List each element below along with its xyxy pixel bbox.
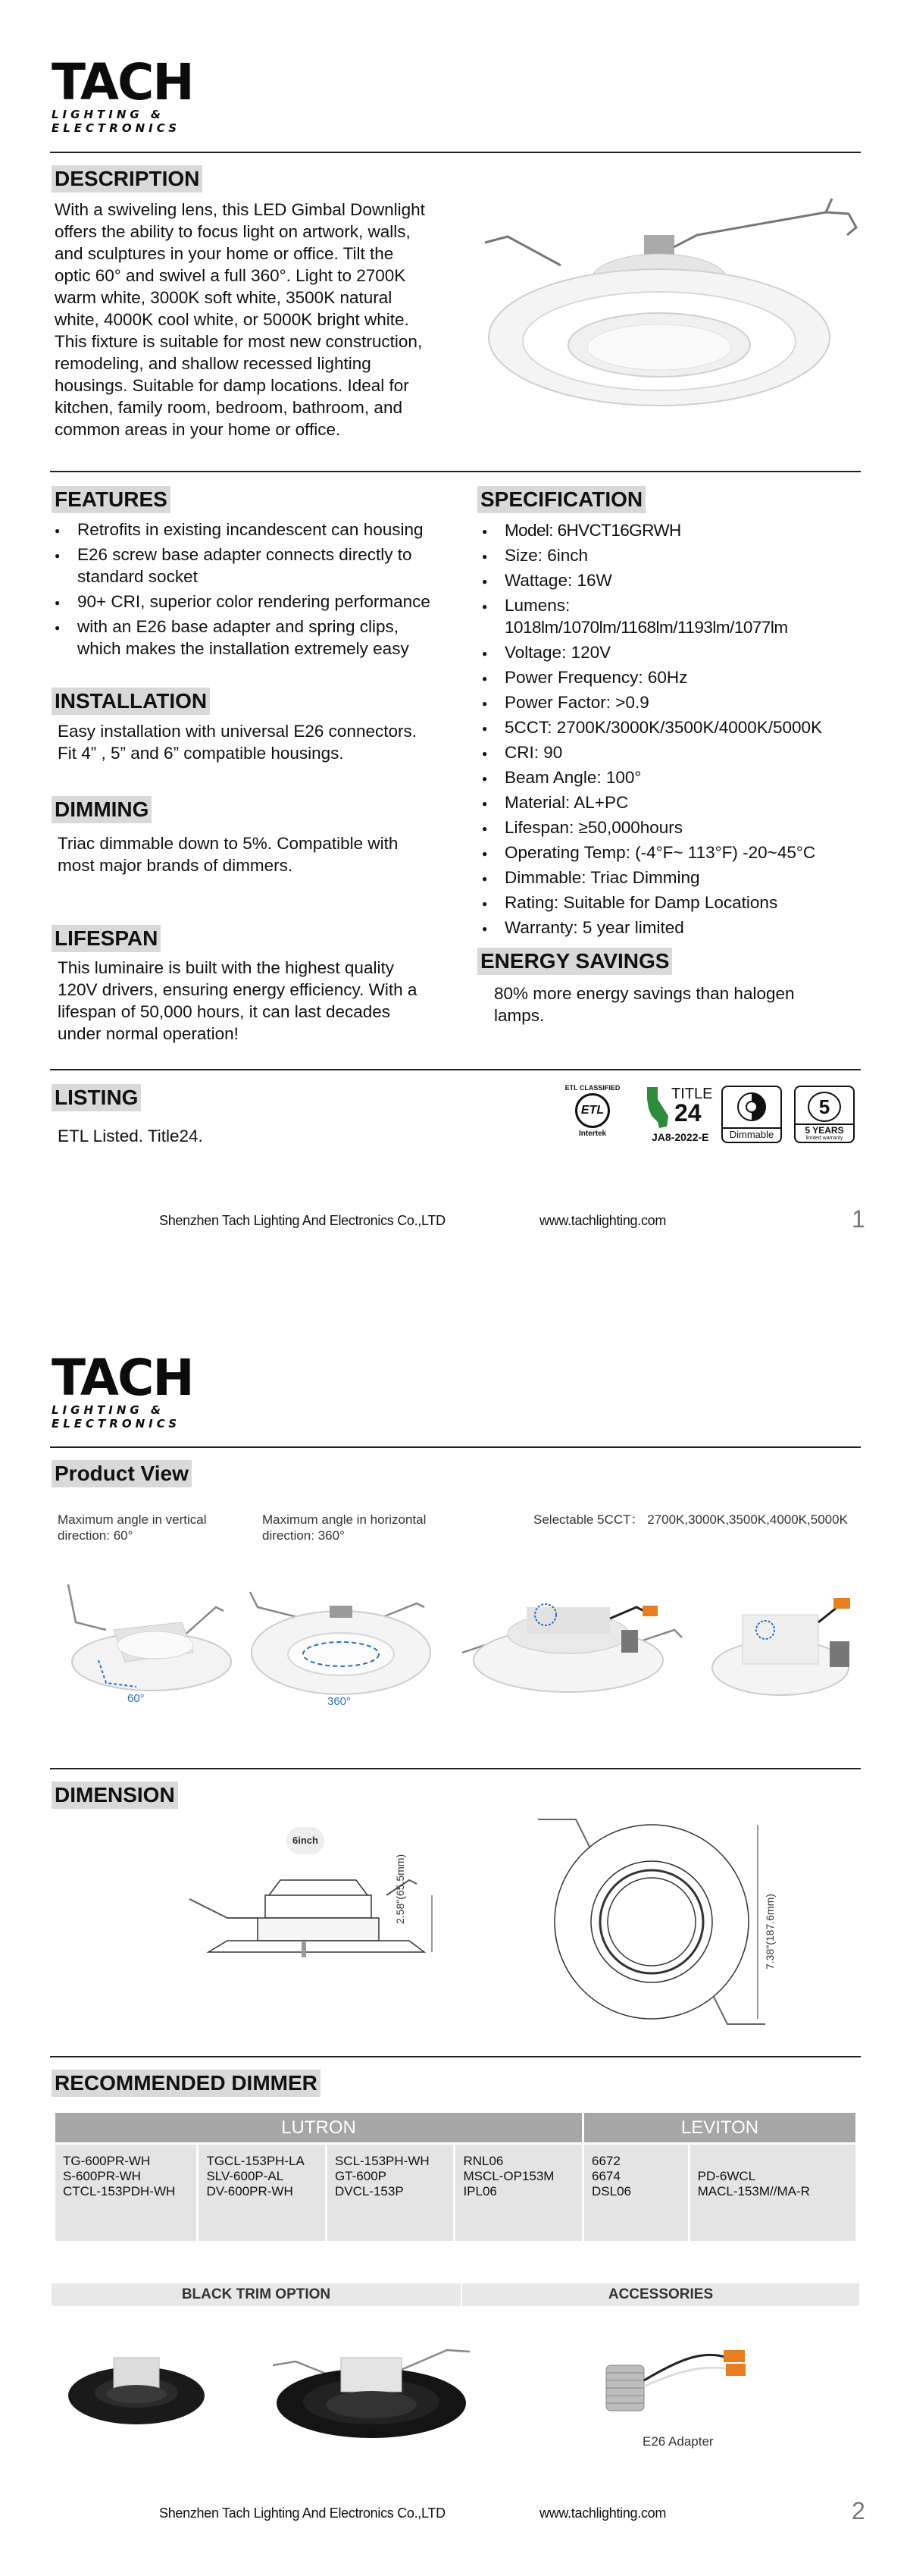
logo-wordmark: TACH <box>52 1349 193 1407</box>
caption-horizontal-angle: Maximum angle in horizontal direction: 360° <box>262 1512 427 1543</box>
lifespan-heading: LIFESPAN <box>52 925 161 952</box>
dimmable-badge: Dimmable <box>721 1086 782 1143</box>
list-item: ● with an E26 base adapter and spring clips, which makes the installation extremely easy <box>52 616 476 660</box>
product-image-cct-switch <box>455 1554 690 1706</box>
dimming-text: Triac dimmable down to 5%. Compatible with most major brands of dimmers. <box>58 834 399 875</box>
list-item: ● CRI: 90 <box>479 741 873 763</box>
list-item: ● Wattage: 16W <box>479 569 873 591</box>
dimmer-brand-lutron: LUTRON <box>55 2112 583 2144</box>
list-item: ● Power Factor: >0.9 <box>479 691 873 713</box>
dimension-heading: DIMENSION <box>52 1782 178 1809</box>
header-rule <box>50 1446 861 1448</box>
warranty-badge: 5 5 YEARS limited warranty <box>794 1086 855 1143</box>
logo-subtitle-1: LIGHTING & <box>52 108 164 121</box>
list-item: ● Power Frequency: 60Hz <box>479 666 873 688</box>
list-item: ● Lumens: 1018lm/1070lm/1168lm/1193lm/1077lm <box>479 594 873 638</box>
product-image-tilt <box>53 1577 242 1706</box>
list-item: ● Dimmable: Triac Dimming <box>479 867 873 888</box>
specification-heading: SPECIFICATION <box>477 486 646 513</box>
list-item: ● Retrofits in existing incandescent can housing <box>52 519 476 541</box>
size-badge: 6inch <box>286 1827 324 1854</box>
listing-heading: LISTING <box>52 1084 141 1111</box>
description-heading: DESCRIPTION <box>52 165 202 193</box>
features-heading: FEATURES <box>52 486 170 513</box>
product-image-gimbal <box>470 190 879 425</box>
dimming-heading: DIMMING <box>52 796 152 823</box>
dimension-top-drawing <box>523 1804 780 2039</box>
dimmer-cell: SCL-153PH-WH GT-600P DVCL-153P <box>326 2144 455 2242</box>
listing-rule <box>50 1069 861 1070</box>
list-item: ● Lifespan: ≥50,000hours <box>479 816 873 838</box>
list-item: ● Material: AL+PC <box>479 791 873 813</box>
dimmer-cell: PD-6WCL MACL-153M//MA-R <box>689 2144 856 2242</box>
description-text: With a swiveling lens, this LED Gimbal Downlight offers the ability to focus light on artwork, walls, and sculptures in your home or office. Tilt the optic 60° and swivel a full 360°. Light to 2700K warm white, 3000K soft white, 3500K natural white, 4000K cool white, or 5000K bright white. This fixture is suitable for most new construction, remodeling, and shallow recessed lighting housings. Suitable for damp locations. Ideal for kitchen, family room, bedroom, bathroom, and common areas in your home or office. <box>55 200 425 439</box>
etl-badge: ETL CLASSIFIED ETL Intertek <box>564 1084 621 1138</box>
page-number: 1 <box>852 1205 865 1233</box>
footer-url[interactable]: www.tachlighting.com <box>539 2505 667 2521</box>
product-view-heading: Product View <box>52 1460 192 1487</box>
installation-text: Easy installation with universal E26 connectors. Fit 4” , 5” and 6” compatible housings. <box>58 722 417 763</box>
list-item: ● Operating Temp: (-4°F~ 113°F) -20~45°C <box>479 841 873 863</box>
header-rule <box>50 152 861 153</box>
dimmer-cell: TG-600PR-WH S-600PR-WH CTCL-153PDH-WH <box>55 2144 198 2242</box>
footer-company: Shenzhen Tach Lighting And Electronics Co.,LTD <box>159 2505 446 2521</box>
dimmer-cell: RNL06 MSCL-OP153M IPL06 <box>455 2144 583 2242</box>
footer-url[interactable]: www.tachlighting.com <box>539 1213 667 1228</box>
caption-selectable-cct: Selectable 5CCT： 2700K,3000K,3500K,4000K,5000K <box>533 1512 848 1527</box>
title24-badge: TITLE 24 JA8-2022-E <box>641 1083 717 1148</box>
brand-logo <box>52 53 193 135</box>
black-trim-image-1 <box>61 2343 212 2433</box>
accessories-heading: ACCESSORIES <box>462 2283 859 2306</box>
dimension-rule <box>50 2056 861 2057</box>
e26-adapter-image <box>576 2327 765 2433</box>
list-item: ● E26 screw base adapter connects directly to standard socket <box>52 544 476 588</box>
list-item: ● Rating: Suitable for Damp Locations <box>479 892 873 914</box>
product-image-cct-side <box>705 1569 879 1706</box>
caption-vertical-angle: Maximum angle in vertical direction: 60° <box>58 1512 207 1543</box>
list-item: ● 90+ CRI, superior color rendering performance <box>52 591 476 613</box>
dimmer-brand-leviton: LEVITON <box>583 2112 857 2144</box>
black-trim-heading: BLACK TRIM OPTION <box>52 2283 461 2306</box>
lifespan-text: This luminaire is built with the highest quality 120V drivers, ensuring energy efficiency. With a lifespan of 50,000 hours, it can last decades under normal operation! <box>58 958 417 1043</box>
logo-subtitle-2: ELECTRONICS <box>52 1417 181 1431</box>
black-trim-image-2 <box>265 2320 477 2441</box>
specification-list <box>479 519 873 942</box>
angle-360-label: 360° <box>327 1695 352 1708</box>
logo-subtitle-1: LIGHTING & <box>52 1403 164 1417</box>
list-item: ● Voltage: 120V <box>479 641 873 663</box>
dimmer-table <box>53 2111 858 2243</box>
california-icon <box>646 1086 670 1130</box>
listing-text: ETL Listed. Title24. <box>58 1127 203 1145</box>
list-item: ● Warranty: 5 year limited <box>479 917 873 939</box>
product-view-rule <box>50 1768 861 1769</box>
footer-company: Shenzhen Tach Lighting And Electronics Co.,LTD <box>159 1213 446 1228</box>
energy-savings-text: 80% more energy savings than halogen lamps. <box>494 984 795 1025</box>
e26-adapter-label: E26 Adapter <box>643 2434 714 2449</box>
logo-subtitle-2: ELECTRONICS <box>52 121 181 135</box>
list-item: ● 5CCT: 2700K/3000K/3500K/4000K/5000K <box>479 716 873 738</box>
dimmer-heading: RECOMMENDED DIMMER <box>52 2070 321 2097</box>
logo-wordmark: TACH <box>52 53 193 111</box>
angle-60-label: 60° <box>127 1692 145 1705</box>
list-item: ● Model: 6HVCT16GRWH <box>479 519 873 541</box>
dimmer-cell: TGCL-153PH-LA SLV-600P-AL DV-600PR-WH <box>198 2144 327 2242</box>
description-rule <box>50 471 861 472</box>
brand-logo <box>52 1349 193 1431</box>
dimmer-cell: 6672 6674 DSL06 <box>583 2144 690 2242</box>
list-item: ● Size: 6inch <box>479 544 873 566</box>
features-list <box>52 519 476 663</box>
installation-heading: INSTALLATION <box>52 688 210 715</box>
diameter-label: 7.38"(187.6mm) <box>764 1894 776 1970</box>
dimmable-icon <box>733 1090 771 1123</box>
height-label: 2.58"(65.5mm) <box>394 1854 406 1924</box>
list-item: ● Beam Angle: 100° <box>479 766 873 788</box>
page-number: 2 <box>852 2497 865 2524</box>
product-image-swivel <box>242 1584 439 1706</box>
dimension-side-drawing <box>182 1865 455 1986</box>
energy-savings-heading: ENERGY SAVINGS <box>477 948 672 975</box>
